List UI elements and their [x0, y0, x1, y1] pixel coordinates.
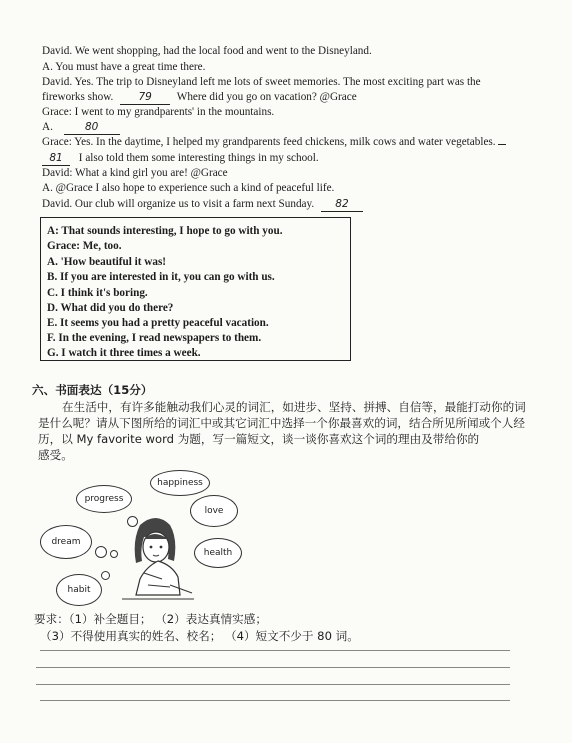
- dialogue-line: A. You must have a great time there.: [42, 61, 206, 73]
- answer-blank-80[interactable]: 80: [64, 120, 120, 135]
- option-c: C. I think it's boring.: [47, 287, 148, 299]
- requirements-line: 要求：（1）补全题目； （2）表达真情实感；: [34, 612, 267, 626]
- dialogue-line: A. @Grace I also hope to experience such a kind of peaceful life.: [42, 182, 335, 194]
- prompt-line: 在生活中，有许多能触动我们心灵的词汇，如进步、坚持、拼搏、自信等，最能打动你的词: [62, 400, 526, 414]
- word-bubble-habit: habit: [56, 574, 102, 606]
- dialogue-line: A. 80: [42, 120, 120, 135]
- requirements-line: （3）不得使用真实的姓名、校名； （4）短文不少于 80 词。: [40, 629, 359, 643]
- box-line: Grace: Me, too.: [47, 240, 122, 252]
- dialogue-line: fireworks show. 79 Where did you go on vacation? @Grace: [42, 91, 357, 103]
- word-bubble-happiness: happiness: [150, 470, 210, 496]
- word-bubble-love: love: [190, 495, 238, 527]
- dialogue-line: David. We went shopping, had the local food and went to the Disneyland.: [42, 45, 372, 57]
- writing-line[interactable]: [40, 700, 510, 701]
- dialogue-line: Grace: I went to my grandparents' in the mountains.: [42, 106, 275, 118]
- option-d: D. What did you do there?: [47, 302, 174, 314]
- writing-line[interactable]: [40, 650, 510, 651]
- thought-dot: [95, 546, 107, 558]
- dialogue-line: David. Yes. The trip to Disneyland left me lots of sweet memories. The most exciting part was the: [42, 76, 481, 88]
- dialogue-line: David: What a kind girl you are! @Grace: [42, 167, 228, 179]
- dialogue-line: 81 I also told them some interesting things in my school.: [42, 151, 319, 166]
- option-f: F. In the evening, I read newspapers to them.: [47, 332, 262, 344]
- thought-dot: [101, 571, 110, 580]
- option-g: G. I watch it three times a week.: [47, 347, 201, 359]
- answer-blank-81[interactable]: 81: [42, 151, 70, 166]
- box-line: A: That sounds interesting, I hope to go with you.: [47, 225, 283, 237]
- writing-line[interactable]: [36, 684, 510, 685]
- option-a: A. 'How beautiful it was!: [47, 256, 167, 268]
- answer-blank-79[interactable]: 79: [120, 90, 170, 105]
- option-e: E. It seems you had a pretty peaceful vacation.: [47, 317, 269, 329]
- section-title: 六、书面表达（15分）: [32, 383, 153, 397]
- word-bubble-dream: dream: [40, 525, 92, 559]
- prompt-line: 历，以 My favorite word 为题，写一篇短文，谈一谈你喜欢这个词的理由及带给你的: [38, 432, 480, 446]
- dialogue-line: Grace: Yes. In the daytime, I helped my grandparents feed chickens, milk cows and water vegetables.: [42, 135, 506, 149]
- prompt-line: 感受。: [38, 448, 73, 462]
- word-bubble-health: health: [194, 538, 242, 568]
- options-box: [40, 217, 351, 361]
- word-bubble-progress: progress: [76, 485, 132, 513]
- option-b: B. If you are interested in it, you can go with us.: [47, 271, 275, 283]
- answer-blank-82[interactable]: 82: [321, 197, 363, 212]
- prompt-line: 是什么呢？请从下图所给的词汇中或其它词汇中选择一个你最喜欢的词，结合所见所闻或个人经: [38, 416, 525, 430]
- girl-illustration: [118, 515, 198, 601]
- writing-line[interactable]: [36, 667, 510, 668]
- thought-dot: [110, 550, 118, 558]
- dialogue-line: David. Our club will organize us to visit a farm next Sunday. 82: [42, 197, 363, 212]
